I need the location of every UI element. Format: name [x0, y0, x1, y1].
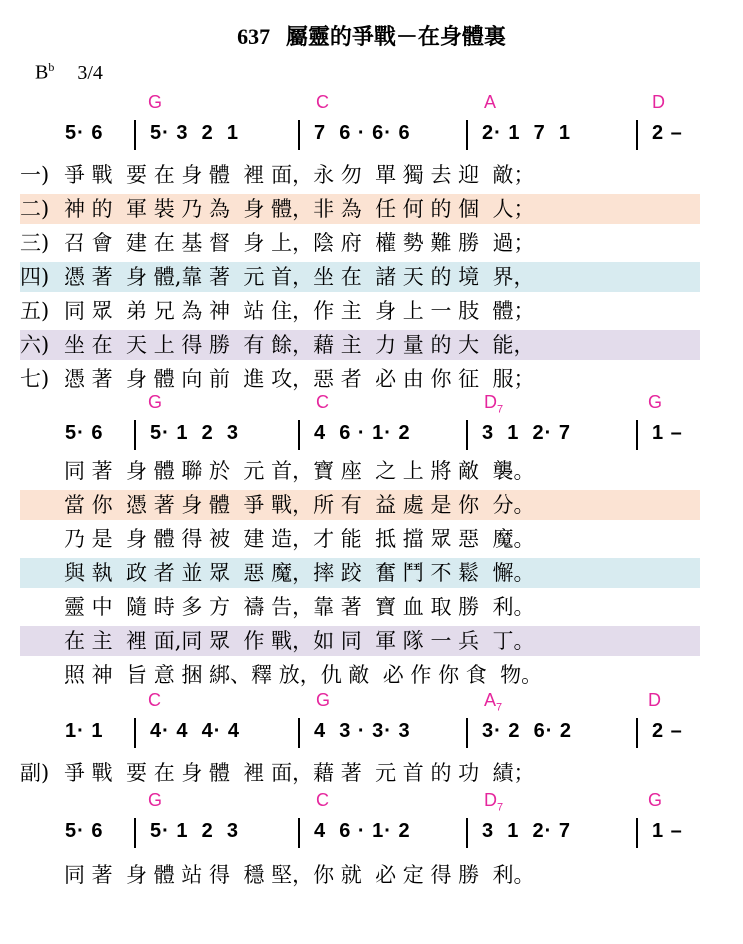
- time-signature: 3/4: [77, 61, 103, 84]
- verse-text: 同 著 身 體 聯 於 元 首，寶 座 之 上 將 敵 襲。: [64, 459, 535, 483]
- chord: D: [648, 690, 661, 710]
- note-group: 2 –: [652, 122, 683, 144]
- note-group: 1 –: [652, 422, 683, 444]
- chord: G: [148, 790, 163, 810]
- barline: [134, 718, 136, 748]
- note-group: 5· 1 2 3: [150, 820, 239, 842]
- barline: [298, 818, 300, 848]
- verse-text: 乃 是 身 體 得 被 建 造，才 能 抵 擋 眾 惡 魔。: [64, 527, 535, 551]
- note-group: 2· 1 7 1: [482, 122, 571, 144]
- chord: G: [648, 790, 663, 810]
- note-group: 4 6 · 1· 2: [314, 820, 411, 842]
- note-group: 3 1 2· 7: [482, 422, 571, 444]
- verse-line: [20, 592, 700, 622]
- note-group: 5· 3 2 1: [150, 122, 239, 144]
- note-group: 3· 2 6· 2: [482, 720, 573, 742]
- notation-row-4: [0, 814, 743, 858]
- chord: G: [316, 690, 331, 710]
- verse-text: 同 眾 弟 兄 為 神 站 住，作 主 身 上 一 肢 體；: [64, 299, 535, 323]
- verse-text: 在 主 裡 面,同 眾 作 戰，如 同 軍 隊 一 兵 丁。: [64, 629, 535, 653]
- note-group: 1· 1: [65, 720, 104, 742]
- verse-line: [20, 194, 700, 224]
- chord-row-4: [0, 790, 743, 812]
- note-group: 4 3 · 3· 3: [314, 720, 411, 742]
- verse-label: 三): [20, 231, 50, 255]
- barline: [636, 818, 638, 848]
- chord: D: [652, 92, 665, 112]
- chord-row-1: [0, 92, 743, 114]
- note-group: 5· 6: [65, 122, 104, 144]
- verse-line: [20, 660, 700, 690]
- chord: G: [148, 392, 163, 412]
- barline: [298, 120, 300, 150]
- note-group: 3 1 2· 7: [482, 820, 571, 842]
- verse-text: 召 會 建 在 基 督 身 上，陰 府 權 勢 難 勝 過；: [64, 231, 535, 255]
- chord: C: [316, 92, 329, 112]
- note-group: 1 –: [652, 820, 683, 842]
- hymn-name: 屬靈的爭戰－在身體裏: [285, 24, 506, 50]
- verse-label: 五): [20, 299, 50, 323]
- chord: C: [316, 790, 329, 810]
- hymn-number: 637: [237, 24, 271, 49]
- note-group: 4 6 · 1· 2: [314, 422, 411, 444]
- verse-text: 憑 著 身 體 向 前 進 攻，惡 者 必 由 你 征 服；: [64, 367, 535, 391]
- key-accidental: b: [48, 60, 55, 74]
- verse-label: 二): [20, 197, 50, 221]
- note-group: 5· 6: [65, 422, 104, 444]
- note-group: 4· 4 4· 4: [150, 720, 241, 742]
- barline: [466, 818, 468, 848]
- verse-line: [20, 262, 700, 292]
- chord-row-2: [0, 392, 743, 414]
- notation-row-2: [0, 416, 743, 460]
- key-signature: [35, 60, 103, 85]
- verse-line: [20, 860, 700, 890]
- verse-label: 四): [20, 265, 50, 289]
- verse-line: [20, 160, 700, 190]
- verse-text: 爭 戰 要 在 身 體 裡 面，藉 著 元 首 的 功 績；: [64, 761, 535, 785]
- verse-line: [20, 490, 700, 520]
- barline: [298, 420, 300, 450]
- note-group: 5· 6: [65, 820, 104, 842]
- chord: $D_7$: [484, 790, 504, 814]
- chord: C: [148, 690, 161, 710]
- barline: [466, 718, 468, 748]
- verse-text: 神 的 軍 裝 乃 為 身 體，非 為 任 何 的 個 人；: [64, 197, 535, 221]
- verse-line: [20, 228, 700, 258]
- barline: [134, 120, 136, 150]
- verse-label: 副): [20, 761, 50, 785]
- chord: G: [648, 392, 663, 412]
- barline: [134, 420, 136, 450]
- verse-text: 靈 中 隨 時 多 方 禱 告，靠 著 寶 血 取 勝 利。: [64, 595, 535, 619]
- verse-line: [20, 524, 700, 554]
- hymn-title: [0, 20, 743, 51]
- note-group: 7 6 · 6· 6: [314, 122, 411, 144]
- barline: [466, 420, 468, 450]
- notation-row-3: [0, 714, 743, 758]
- note-group: 5· 1 2 3: [150, 422, 239, 444]
- key-base: B: [35, 61, 49, 84]
- verse-text: 與 執 政 者 並 眾 惡 魔，摔 跤 奮 鬥 不 鬆 懈。: [64, 561, 535, 585]
- verse-text: 同 著 身 體 站 得 穩 堅，你 就 必 定 得 勝 利。: [64, 863, 535, 887]
- barline: [636, 420, 638, 450]
- note-group: 2 –: [652, 720, 683, 742]
- verse-line: [20, 558, 700, 588]
- verse-text: 坐 在 天 上 得 勝 有 餘，藉 主 力 量 的 大 能，: [64, 333, 535, 357]
- chord: $D_7$: [484, 392, 504, 416]
- verse-label: 一): [20, 163, 50, 187]
- verse-line: [20, 758, 700, 788]
- chord: C: [316, 392, 329, 412]
- verse-line: [20, 456, 700, 486]
- verse-line: [20, 296, 700, 326]
- verse-text: 照 神 旨 意 捆 綁、釋 放，仇 敵 必 作 你 食 物。: [64, 663, 543, 687]
- chord: G: [148, 92, 163, 112]
- verse-label: 六): [20, 333, 50, 357]
- verse-line: [20, 364, 700, 394]
- verse-label: 七): [20, 367, 50, 391]
- barline: [134, 818, 136, 848]
- chord: $A_7$: [484, 690, 503, 714]
- verse-text: 憑 著 身 體,靠 著 元 首，坐 在 諸 天 的 境 界，: [64, 265, 535, 289]
- chord-row-3: [0, 690, 743, 712]
- verse-line: [20, 330, 700, 360]
- barline: [636, 120, 638, 150]
- notation-row-1: [0, 116, 743, 160]
- verse-text: 當 你 憑 著 身 體 爭 戰，所 有 益 處 是 你 分。: [64, 493, 535, 517]
- barline: [636, 718, 638, 748]
- verse-text: 爭 戰 要 在 身 體 裡 面，永 勿 單 獨 去 迎 敵；: [64, 163, 535, 187]
- chord: A: [484, 92, 497, 112]
- barline: [298, 718, 300, 748]
- barline: [466, 120, 468, 150]
- verse-line: [20, 626, 700, 656]
